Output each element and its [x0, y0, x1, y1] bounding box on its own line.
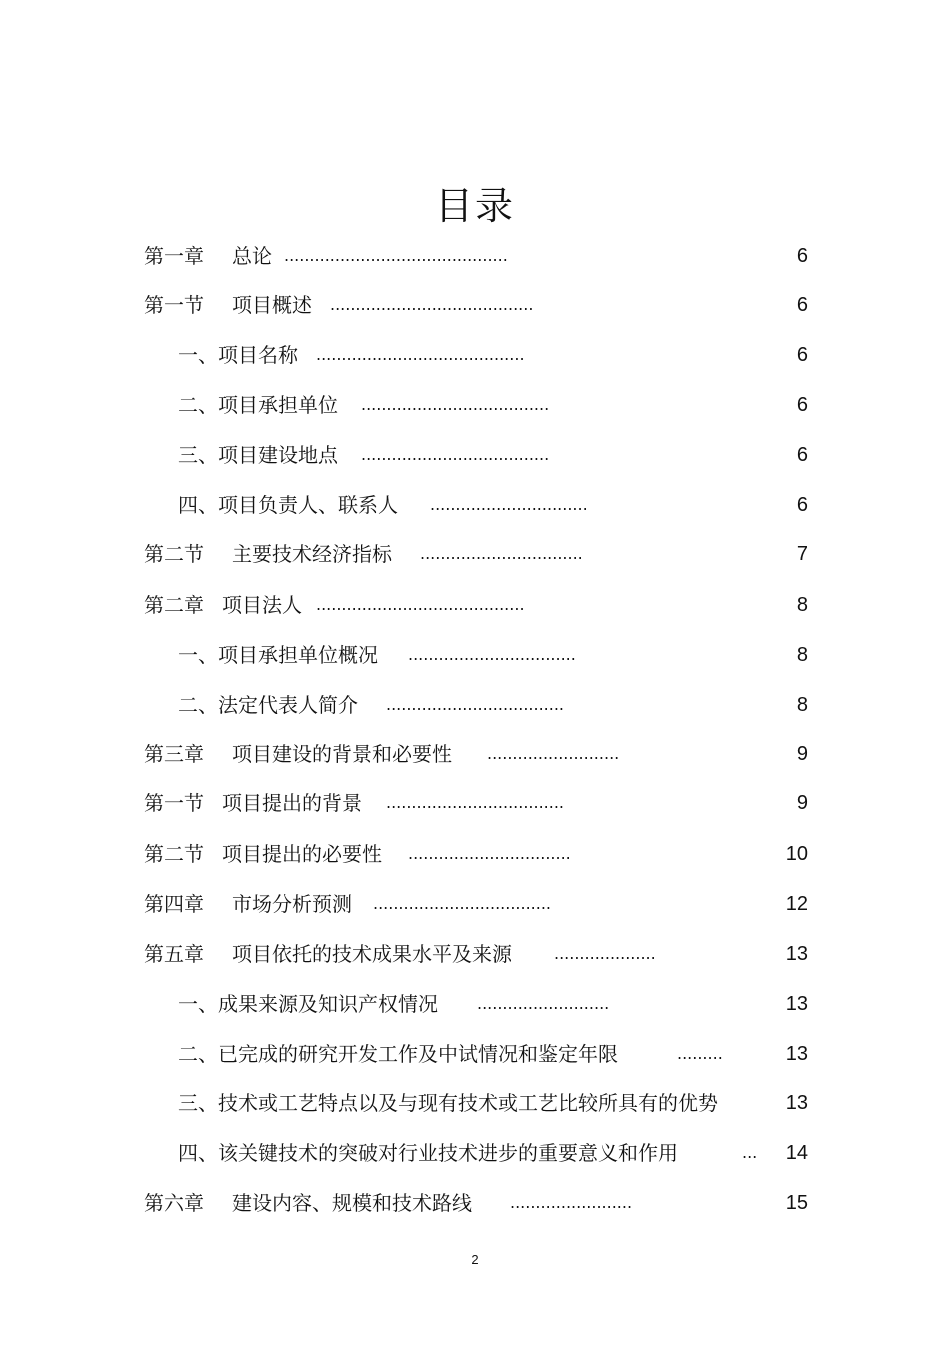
toc-entry-prefix: 一、 [178, 343, 218, 367]
toc-entry-page-number: 13 [785, 943, 808, 965]
toc-entry-prefix: 四、 [178, 493, 218, 517]
toc-entry-label [178, 690, 358, 720]
toc-entry-prefix: 第二节 [144, 542, 204, 566]
toc-entry-prefix: 三、 [178, 1091, 218, 1115]
toc-entry[interactable] [0, 1088, 950, 1118]
toc-entry-label [144, 839, 382, 869]
toc-entry-label [178, 640, 378, 670]
toc-entry-prefix: 第五章 [144, 942, 204, 966]
page-title: 目录 [434, 184, 515, 228]
toc-entry-title: 项目名称 [218, 343, 298, 367]
toc-dot-leader: ........................ [510, 1193, 633, 1212]
toc-entry[interactable] [0, 939, 950, 969]
toc-dot-leader: ................................ [420, 544, 583, 563]
toc-dot-leader: ........................................ [330, 295, 534, 314]
toc-entry[interactable] [0, 640, 950, 670]
toc-entry-page-number: 14 [785, 1142, 808, 1164]
toc-dot-leader: ......................................... [316, 595, 525, 614]
toc-entry-prefix: 第六章 [144, 1191, 204, 1215]
toc-entry-page-number: 15 [785, 1192, 808, 1214]
toc-dot-leader: ................................ [408, 844, 571, 863]
toc-entry-label [178, 1088, 718, 1118]
toc-entry-title: 项目提出的背景 [222, 791, 362, 815]
toc-entry-page-number: 6 [796, 394, 808, 416]
toc-entry-page-number: 6 [796, 344, 808, 366]
toc-entry-page-number: 6 [796, 494, 808, 516]
page-number-footer: 2 [471, 1252, 479, 1267]
toc-entry[interactable] [0, 539, 950, 569]
toc-entry-prefix: 第一节 [144, 293, 204, 317]
toc-entry-label [178, 340, 298, 370]
toc-entry[interactable] [0, 839, 950, 869]
toc-entry-label [178, 390, 338, 420]
toc-entry[interactable] [0, 1039, 950, 1069]
toc-entry[interactable] [0, 1138, 950, 1168]
toc-dot-leader: ............................... [430, 495, 588, 514]
toc-entry-prefix: 第二章 [144, 593, 204, 617]
toc-entry[interactable] [0, 340, 950, 370]
toc-entry-title: 已完成的研究开发工作及中试情况和鉴定年限 [218, 1042, 618, 1066]
toc-dot-leader: .................... [554, 944, 656, 963]
toc-dot-leader: .......................... [477, 994, 610, 1013]
toc-entry-title: 项目提出的必要性 [222, 842, 382, 866]
toc-entry-prefix: 第一节 [144, 791, 204, 815]
toc-entry-label [144, 939, 512, 969]
toc-entry-page-number: 7 [796, 543, 808, 565]
toc-dot-leader: ................................... [386, 695, 565, 714]
toc-dot-leader: ................................... [373, 894, 552, 913]
toc-entry-title: 市场分析预测 [232, 892, 352, 916]
toc-entry[interactable] [0, 788, 950, 818]
toc-entry[interactable] [0, 739, 950, 769]
toc-entry-page-number: 8 [796, 594, 808, 616]
toc-entry-prefix: 一、 [178, 992, 218, 1016]
toc-entry-prefix: 四、 [178, 1141, 218, 1165]
toc-dot-leader: ................................... [386, 793, 565, 812]
toc-entry[interactable] [0, 590, 950, 620]
toc-entry[interactable] [0, 241, 950, 271]
toc-entry[interactable] [0, 440, 950, 470]
toc-entry-page-number: 13 [785, 993, 808, 1015]
toc-entry-prefix: 第一章 [144, 244, 204, 268]
toc-entry[interactable] [0, 989, 950, 1019]
toc-entry-title: 成果来源及知识产权情况 [218, 992, 438, 1016]
toc-dot-leader: ................................. [408, 645, 576, 664]
toc-entry-label [178, 490, 398, 520]
toc-entry-label [144, 889, 352, 919]
toc-entry-label [144, 539, 392, 569]
toc-entry-title: 该关键技术的突破对行业技术进步的重要意义和作用 [218, 1141, 678, 1165]
toc-dot-leader: ..................................... [361, 445, 550, 464]
toc-entry-prefix: 二、 [178, 1042, 218, 1066]
toc-entry-title: 项目承担单位概况 [218, 643, 378, 667]
toc-entry-prefix: 第四章 [144, 892, 204, 916]
toc-entry-page-number: 6 [796, 444, 808, 466]
toc-entry-title: 项目负责人、联系人 [218, 493, 398, 517]
toc-dot-leader: ......................................... [316, 345, 525, 364]
toc-entry-title: 项目建设地点 [218, 443, 338, 467]
toc-entry-page-number: 13 [785, 1092, 808, 1114]
toc-entry-page-number: 6 [796, 294, 808, 316]
toc-entry-title: 主要技术经济指标 [232, 542, 392, 566]
toc-entry-page-number: 6 [796, 245, 808, 267]
toc-entry[interactable] [0, 290, 950, 320]
toc-entry-title: 技术或工艺特点以及与现有技术或工艺比较所具有的优势 [218, 1091, 718, 1115]
toc-dot-leader: ... [742, 1143, 758, 1162]
toc-entry-page-number: 9 [796, 792, 808, 814]
toc-entry[interactable] [0, 490, 950, 520]
toc-entry-prefix: 三、 [178, 443, 218, 467]
toc-entry-title: 项目承担单位 [218, 393, 338, 417]
toc-entry-label [144, 788, 362, 818]
toc-entry-title: 总论 [232, 244, 272, 268]
toc-entry-label [144, 1188, 472, 1218]
toc-entry-label [178, 1138, 678, 1168]
toc-entry-page-number: 10 [785, 843, 808, 865]
toc-entry-page-number: 8 [796, 694, 808, 716]
toc-entry-prefix: 一、 [178, 643, 218, 667]
toc-entry-label [178, 1039, 618, 1069]
toc-entry-page-number: 9 [796, 743, 808, 765]
toc-dot-leader: ..................................... [361, 395, 550, 414]
toc-entry-page-number: 8 [796, 644, 808, 666]
toc-entry-label [144, 241, 272, 271]
toc-entry-prefix: 第二节 [144, 842, 204, 866]
toc-entry-label [178, 989, 438, 1019]
toc-entry[interactable] [0, 690, 950, 720]
toc-entry-prefix: 二、 [178, 393, 218, 417]
toc-dot-leader: ......... [677, 1044, 723, 1063]
toc-entry-title: 建设内容、规模和技术路线 [232, 1191, 472, 1215]
toc-entry-title: 项目法人 [222, 593, 302, 617]
toc-entry-title: 项目建设的背景和必要性 [232, 742, 452, 766]
toc-entry-page-number: 13 [785, 1043, 808, 1065]
toc-entry-title: 项目依托的技术成果水平及来源 [232, 942, 512, 966]
toc-entry-label [178, 440, 338, 470]
toc-dot-leader: ............................................ [284, 246, 508, 265]
toc-entry-prefix: 第三章 [144, 742, 204, 766]
toc-entry-title: 法定代表人简介 [218, 693, 358, 717]
toc-entry-label [144, 739, 452, 769]
toc-entry-page-number: 12 [785, 893, 808, 915]
toc-entry-label [144, 590, 302, 620]
toc-entry[interactable] [0, 889, 950, 919]
toc-entry-prefix: 二、 [178, 693, 218, 717]
toc-entry-label [144, 290, 312, 320]
toc-entry[interactable] [0, 1188, 950, 1218]
toc-entry[interactable] [0, 390, 950, 420]
toc-entry-title: 项目概述 [232, 293, 312, 317]
toc-dot-leader: .......................... [487, 744, 620, 763]
